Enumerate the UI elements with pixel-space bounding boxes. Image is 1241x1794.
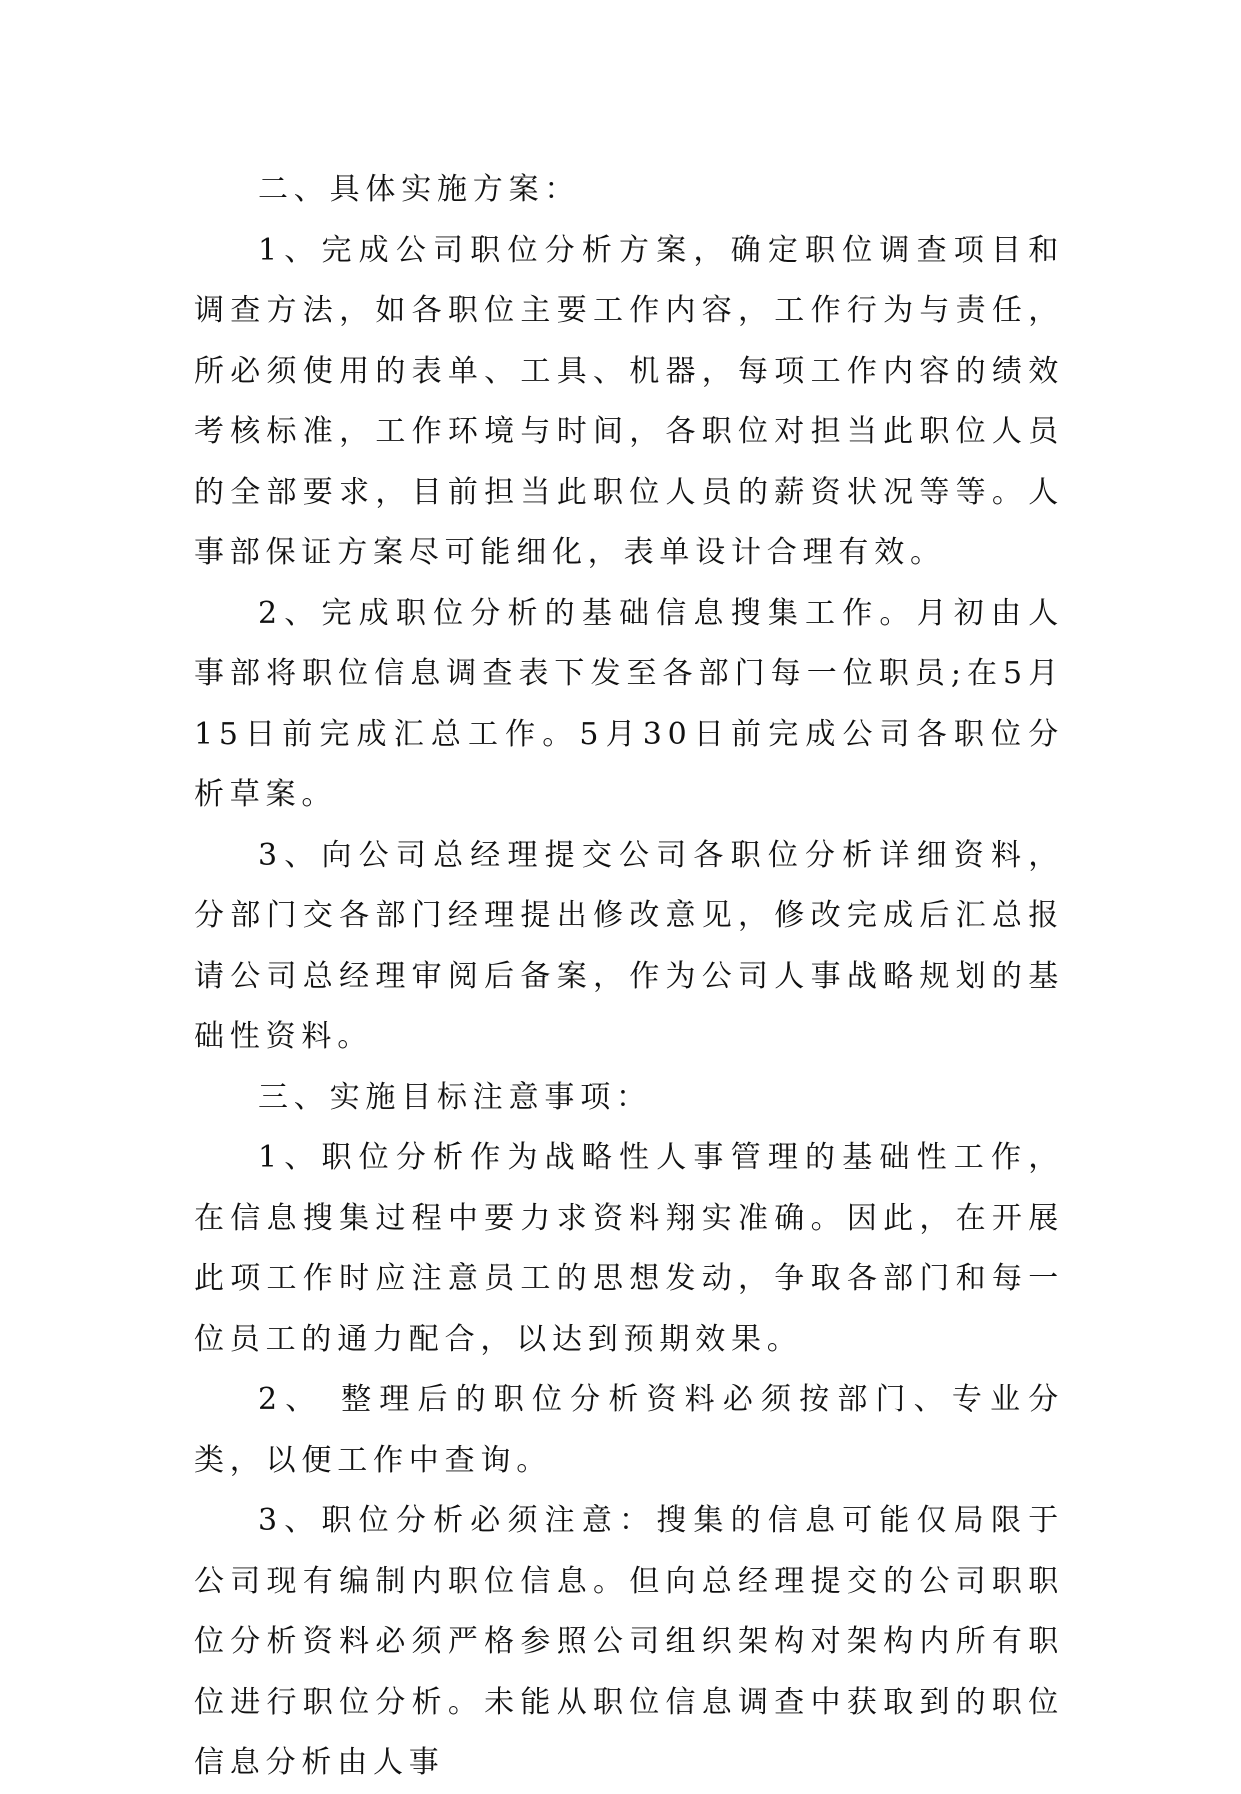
paragraph-plan-item-2: 2、完成职位分析的基础信息搜集工作。月初由人事部将职位信息调查表下发至各部门每一位职员;在5月15日前完成汇总工作。5月30日前完成公司各职位分析草案。 (194, 595, 1064, 812)
paragraph-precaution-item-3: 3、职位分析必须注意：搜集的信息可能仅局限于公司现有编制内职位信息。但向总经理提交的公司职职位分析资料必须严格参照公司组织架构对架构内所有职位进行职位分析。未能从职位信息调查中获取到的职位信息分析由人事 (194, 1503, 1064, 1780)
section-heading-precautions: 三、实施目标注意事项： (258, 1079, 652, 1115)
section-heading-implementation-plan: 二、具体实施方案： (258, 172, 581, 207)
paragraph-plan-item-1: 1、完成公司职位分析方案，确定职位调查项目和调查方法，如各职位主要工作内容，工作行为与责任，所必须使用的表单、工具、机器，每项工作内容的绩效考核标准，工作环境与时间，各职位对担当此职位人员的全部要求，目前担当此职位人员的薪资状况等等。人事部保证方案尽可能细化，表单设计合理有效。 (194, 232, 1064, 570)
paragraph-plan-item-3: 3、向公司总经理提交公司各职位分析详细资料，分部门交各部门经理提出修改意见，修改完成后汇总报请公司总经理审阅后备案，作为公司人事战略规划的基础性资料。 (194, 837, 1064, 1054)
document-body (194, 160, 1064, 1794)
paragraph-precaution-item-2: 2、 整理后的职位分析资料必须按部门、专业分类，以便工作中查询。 (194, 1382, 1064, 1478)
paragraph-precaution-item-1: 1、职位分析作为战略性人事管理的基础性工作，在信息搜集过程中要力求资料翔实准确。因此，在开展此项工作时应注意员工的思想发动，争取各部门和每一位员工的通力配合，以达到预期效果。 (194, 1140, 1064, 1357)
